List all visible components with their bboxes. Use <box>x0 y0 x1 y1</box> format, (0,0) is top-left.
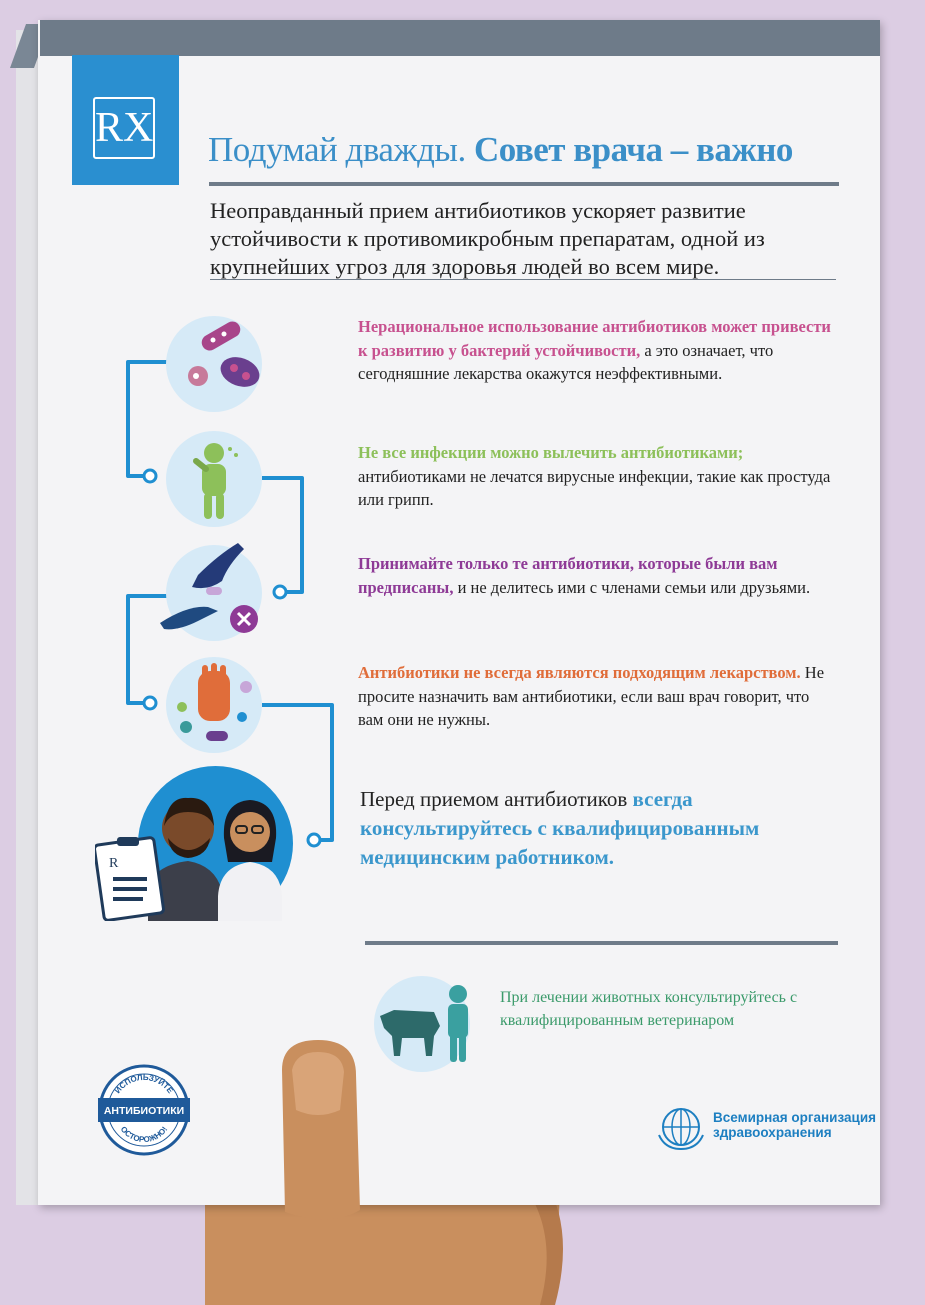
list-item-1 <box>358 315 838 386</box>
stop-hand-circle <box>166 657 262 753</box>
bacteria-circle <box>166 316 262 412</box>
list-item-3 <box>358 552 838 599</box>
badge-seal-icon <box>96 1062 192 1158</box>
item-4-highlight: Антибиотики не всегда являются подходящим лекарством. <box>358 663 801 682</box>
list-item-2 <box>358 441 838 512</box>
clipboard-icon <box>95 833 165 921</box>
title-bold: Совет врача – важно <box>473 130 793 169</box>
svg-text:R: R <box>109 856 119 871</box>
item-1-text: а это означает, что сегодняшние лекарства окажутся неэффективными. <box>358 340 774 383</box>
list-item-4 <box>358 661 838 732</box>
item-2-text: антибиотиками не лечатся вирусные инфекции, такие как простуда или грипп. <box>358 466 831 509</box>
bacteria-icon <box>166 316 262 412</box>
who-emblem-icon <box>655 1105 707 1151</box>
vet-text: При лечении животных консультируйтесь с квалифицированным ветеринаром <box>500 989 798 1029</box>
sick-person-icon <box>166 431 262 527</box>
item-1-highlight: Нерациональное использование антибиотиков может привести к развитию у бактерий устойчивости, <box>358 317 831 360</box>
item-3-text: и не делитесь ими с членами семьи или друзьями. <box>457 577 811 597</box>
sick-person-circle <box>166 431 262 527</box>
bottom-divider <box>365 941 838 945</box>
badge-top-text: ИСПОЛЬЗУЙТЕ <box>113 1072 175 1096</box>
vet-circle <box>374 976 470 1072</box>
who-line-2: здравоохранения <box>713 1125 832 1140</box>
consult-bold: всегда консультируйтесь с квалифицированным медицинским работником. <box>360 787 760 869</box>
item-2-highlight: Не все инфекции можно вылечить антибиотиками; <box>358 443 744 462</box>
antibiotics-badge <box>96 1062 192 1158</box>
item-3-highlight: Принимайте только те антибиотики, которые были вам предписаны, <box>358 554 778 597</box>
item-4-text: Не просите назначить вам антибиотики, если ваш врач говорит, что вам они не нужны. <box>358 663 825 729</box>
no-sharing-pills-icon <box>158 535 268 640</box>
rx-icon: RX <box>93 97 155 159</box>
who-name <box>713 1110 876 1140</box>
intro-text: Неоправданный прием антибиотиков ускоряет развитие устойчивости к противомикробным препаратам, одной из крупнейших угроз для здоровья людей во всем мире. <box>210 198 765 279</box>
badge-bottom-text: ОСТОРОЖНО! <box>118 1124 170 1145</box>
title-regular: Подумай дважды. <box>208 130 466 169</box>
badge-middle-text: АНТИБИОТИКИ <box>103 1105 185 1117</box>
consult-text <box>360 785 830 872</box>
stop-hand-icon <box>166 657 262 753</box>
who-line-1: Всемирная организация <box>713 1110 877 1125</box>
vet-cow-icon <box>374 976 474 1072</box>
consult-plain: Перед приемом антибиотиков <box>360 787 628 811</box>
